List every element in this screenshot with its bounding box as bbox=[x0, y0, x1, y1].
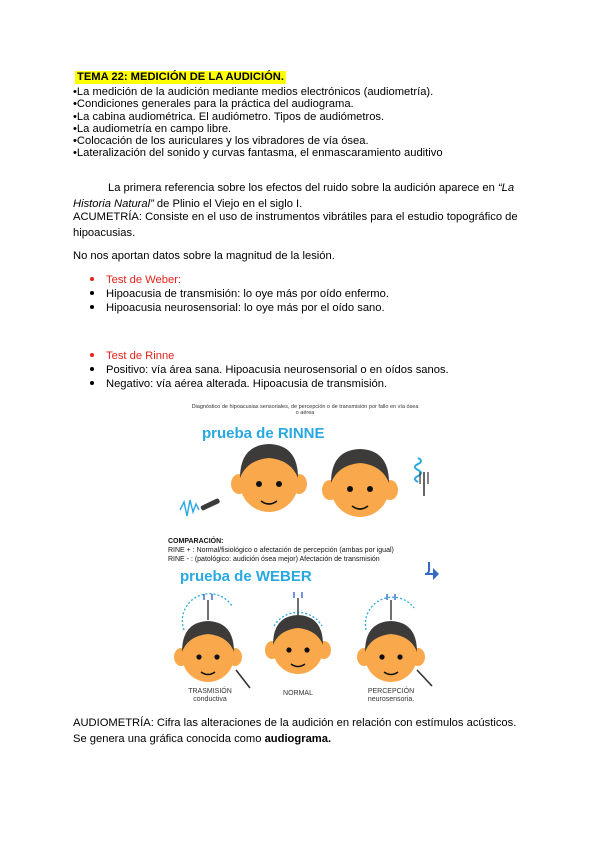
bullet-icon bbox=[90, 367, 94, 371]
intro-paragraph bbox=[73, 181, 533, 212]
intro-text: La primera referencia sobre los efectos del ruido sobre la audición aparece en bbox=[108, 182, 498, 194]
acumetria-paragraph: ACUMETRÍA: Consiste en el uso de instrumentos vibrátiles para el estudio topográfico de hipoacusias. bbox=[73, 211, 518, 239]
topic-item: •La cabina audiométrica. El audiómetro. Tipos de audiómetros. bbox=[73, 110, 385, 123]
intro-text-end: de Plinio el Viejo en el siglo I. bbox=[153, 197, 303, 210]
topic-item: •La audiometría en campo libre. bbox=[73, 122, 232, 135]
list-item bbox=[90, 363, 449, 377]
weber-figure-title: prueba de WEBER bbox=[180, 568, 312, 585]
figure-label: NORMAL bbox=[283, 690, 313, 697]
audiometria-paragraph bbox=[73, 716, 528, 747]
face-illustration bbox=[174, 594, 250, 688]
rinne-heading-text: Test de Rinne bbox=[106, 350, 175, 362]
intro-quote: “La Historia Natural” bbox=[73, 182, 515, 210]
figure-label: PERCEPCIÓN neurosensoria. bbox=[367, 688, 415, 703]
bullet-icon bbox=[90, 277, 94, 281]
figure-label: TRASMISIÓN conductiva bbox=[188, 688, 232, 703]
topic-item: •La medición de la audición mediante medios electrónicos (audiometría). bbox=[73, 86, 434, 98]
comparison-label: COMPARACIÓN: bbox=[168, 538, 224, 545]
list-item-text: Positivo: vía área sana. Hipoacusia neurosensorial o en oídos sanos. bbox=[106, 364, 449, 376]
page-title: TEMA 22: MEDICIÓN DE LA AUDICIÓN. bbox=[77, 71, 284, 83]
list-item-text: Negativo: vía aérea alterada. Hipoacusia de transmisión. bbox=[106, 378, 388, 390]
bullet-icon bbox=[90, 291, 94, 295]
topic-item: •Lateralización del sonido y curvas fantasma, el enmascaramiento auditivo bbox=[73, 147, 443, 160]
audiometria-bold: audiograma. bbox=[264, 732, 332, 745]
figure-caption: Diagnóstico de hipoacusias sensoriales, de percepción o de transmisión por fallo en vía ósea o aérea bbox=[191, 404, 419, 416]
weber-heading bbox=[90, 273, 181, 287]
face-illustration bbox=[357, 594, 432, 686]
face-illustration bbox=[231, 444, 307, 512]
rinne-negative-text: RINE - : (patológico: audición ósea mejor) Afectación de transmisión bbox=[168, 556, 380, 563]
bullet-icon bbox=[90, 381, 94, 385]
hearing-tests-figure bbox=[170, 398, 440, 708]
face-illustration bbox=[322, 449, 398, 517]
no-data-paragraph: No nos aportan datos sobre la magnitud de la lesión. bbox=[73, 250, 335, 262]
bullet-icon bbox=[90, 305, 94, 309]
topic-list bbox=[73, 86, 443, 160]
list-item bbox=[90, 301, 385, 315]
list-item bbox=[90, 287, 389, 301]
rinne-positive-text: RINE + : Normal/fisiológico o afectación de percepción (ambas por igual) bbox=[168, 547, 394, 554]
list-item-text: Hipoacusia neurosensorial: lo oye más por el oído sano. bbox=[106, 302, 385, 314]
topic-item: •Condiciones generales para la práctica del audiograma. bbox=[73, 98, 354, 111]
topic-item: •Colocación de los auriculares y los vibradores de vía ósea. bbox=[73, 135, 369, 148]
rinne-figure-title: prueba de RINNE bbox=[202, 425, 325, 442]
list-item bbox=[90, 377, 387, 391]
rinne-heading bbox=[90, 349, 174, 363]
bullet-icon bbox=[90, 353, 94, 357]
list-item-text: Hipoacusia de transmisión: lo oye más por oído enfermo. bbox=[106, 288, 389, 300]
audiometria-text: AUDIOMETRÍA: Cifra las alteraciones de la audición en relación con estímulos acústicos. Se genera una gráfica conocida como bbox=[73, 717, 517, 745]
face-illustration bbox=[265, 592, 331, 674]
weber-heading-text: Test de Weber: bbox=[106, 274, 182, 286]
